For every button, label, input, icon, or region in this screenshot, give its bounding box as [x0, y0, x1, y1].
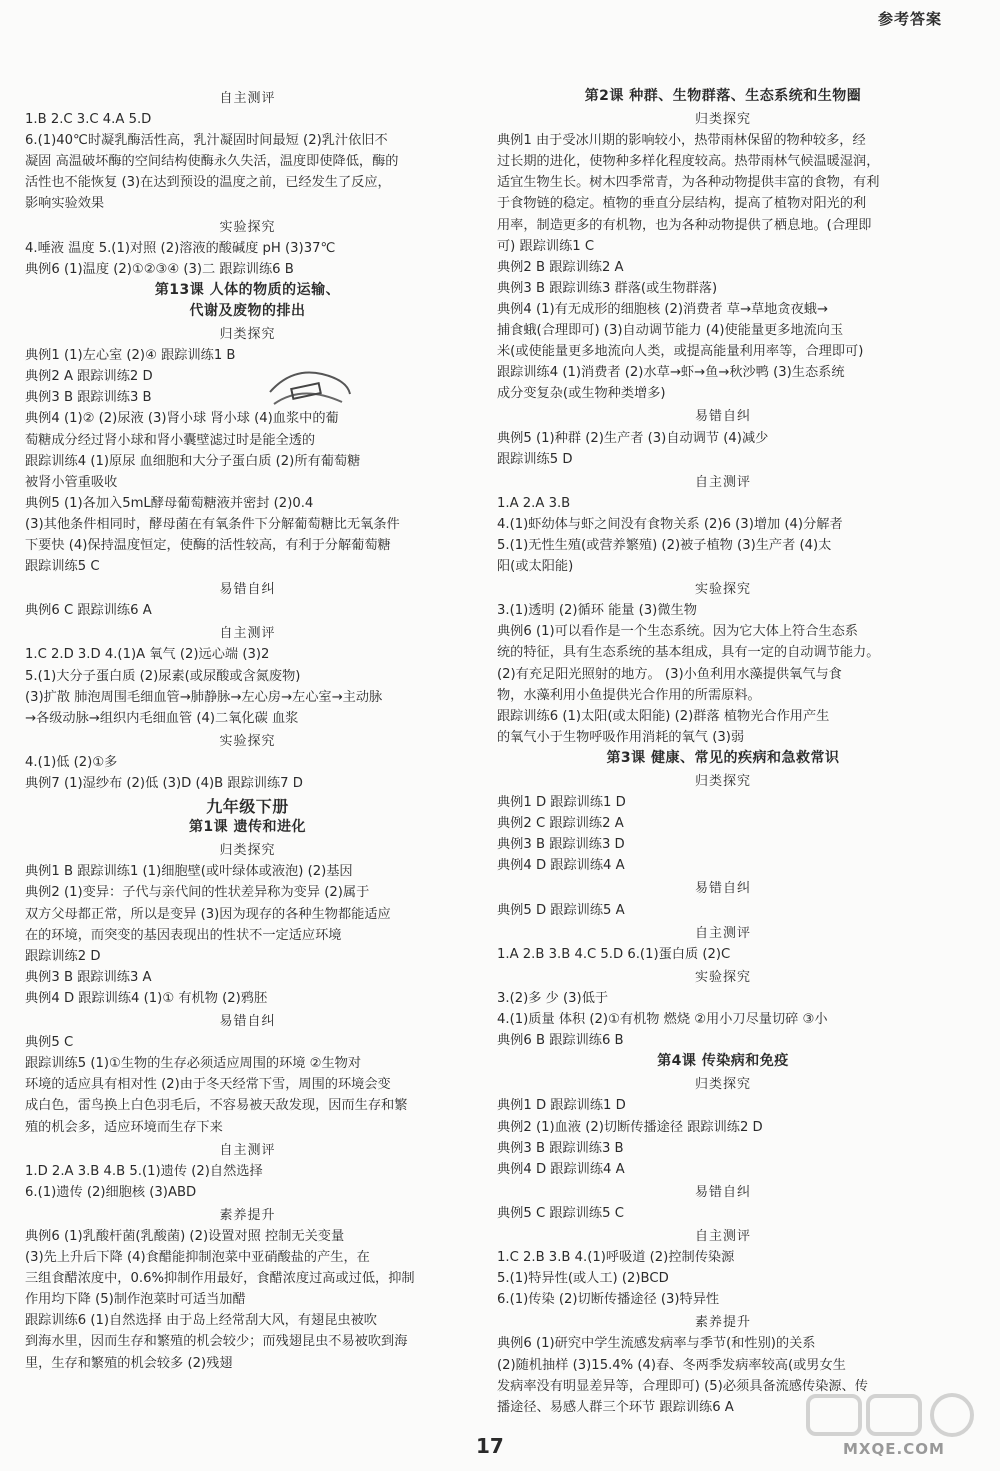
answer-line: 典例6 (1)可以看作是一个生态系统。因为它大体上符合生态系 [497, 624, 858, 640]
answer-line: 6.(1)40℃时凝乳酶活性高，乳汁凝固时间最短 (2)乳汁依旧不 [25, 133, 388, 149]
section-heading: 实验探究 [219, 733, 276, 749]
answer-line: 典例1 B 跟踪训练1 (1)细胞壁(或叶绿体或液泡) (2)基因 [25, 864, 353, 880]
section-heading: 归类探究 [219, 843, 276, 859]
lesson-title: 第13课 人体的物质的运输、 [154, 281, 341, 298]
answer-line: 1.B 2.C 3.C 4.A 5.D [25, 112, 152, 128]
page-header-label: 参考答案 [877, 10, 942, 28]
answer-line: 跟踪训练5 D [497, 451, 573, 467]
answer-line: 4.(1)低 (2)①多 [25, 754, 118, 770]
answer-line: 典例2 (1)变异：子代与亲代间的性状差异称为变异 (2)属于 [25, 885, 370, 901]
volume-title: 九年级下册 [206, 797, 289, 817]
answer-line: 阳(或太阳能) [497, 559, 574, 575]
answer-line: 4.(1)质量 体积 (2)①有机物 燃烧 ②用小刀尽量切碎 ③小 [497, 1012, 828, 1028]
answer-line: 典例5 C [25, 1035, 74, 1051]
section-heading: 易错自纠 [694, 1184, 751, 1200]
lesson-title: 第3课 健康、常见的疾病和急救常识 [606, 749, 840, 766]
answer-line: 典例4 D 跟踪训练4 A [497, 1161, 625, 1177]
answer-line: 4.唾液 温度 5.(1)对照 (2)溶液的酸碱度 pH (3)37℃ [25, 240, 336, 256]
answer-line: 可) 跟踪训练1 C [497, 238, 595, 254]
answer-line: 典例1 (1)左心室 (2)④ 跟踪训练1 B [25, 348, 236, 364]
answer-line: 典例5 (1)种群 (2)生产者 (3)自动调节 (4)减少 [497, 430, 769, 446]
section-heading: 易错自纠 [694, 409, 751, 425]
section-heading: 归类探究 [219, 327, 276, 343]
section-heading: 自主测评 [694, 1228, 751, 1244]
answer-line: 典例6 (1)乳酸杆菌(乳酸菌) (2)设置对照 控制无关变量 [25, 1228, 345, 1244]
answer-line: 典例1 D 跟踪训练1 D [497, 795, 626, 811]
answer-line: 典例4 (1)有无成形的细胞核 (2)消费者 草→草地贪夜蛾→ [497, 301, 828, 317]
answer-line: 1.D 2.A 3.B 4.B 5.(1)遗传 (2)自然选择 [25, 1163, 263, 1179]
answer-line: 适宜生物生长。树木四季常青，为各种动物提供丰富的食物，有利 [497, 175, 880, 191]
lesson-title: 第4课 传染病和免疫 [657, 1053, 789, 1070]
answer-line: 跟踪训练4 (1)原尿 血细胞和大分子蛋白质 (2)所有葡萄糖 [25, 453, 361, 469]
answer-line: 三组食醋浓度中，0.6%抑制作用最好，食醋浓度过高或过低，抑制 [25, 1271, 415, 1287]
answer-line: 用率，制造更多的有机物，也为各种动物提供了栖息地。(合理即 [497, 217, 872, 233]
answer-line: 于食物链的稳定。植物的垂直分层结构，提高了植物对阳光的利 [497, 196, 867, 212]
answer-line: 跟踪训练5 (1)①生物的生存必须适应周围的环境 ②生物对 [25, 1056, 362, 1072]
answer-line: 典例5 C 跟踪训练5 C [497, 1205, 624, 1221]
answer-line: 过长期的进化，使物种多样化程度较高。热带雨林气候温暖湿润， [497, 154, 880, 170]
lesson-title: 代谢及废物的排出 [189, 302, 306, 319]
answer-line: 6.(1)遗传 (2)细胞核 (3)ABD [25, 1184, 197, 1200]
section-heading: 归类探究 [694, 1077, 751, 1093]
answer-line: 典例6 (1)研究中学生流感发病率与季节(和性别)的关系 [497, 1336, 816, 1352]
answer-line: 在的环境，而突变的基因表现出的性状不一定适应环境 [25, 927, 342, 943]
answer-line: →各级动脉→组织内毛细血管 (4)二氧化碳 血浆 [25, 710, 299, 726]
answer-line: 典例6 B 跟踪训练6 B [497, 1033, 624, 1049]
section-heading: 自主测评 [694, 925, 751, 941]
answer-line: 米(或使能量更多地流向人类，或提高能量利用率等，合理即可) [497, 344, 864, 360]
answer-line: 典例3 B 跟踪训练3 群落(或生物群落) [497, 280, 718, 296]
answer-line: 作用均下降 (5)制作泡菜时可适当加醋 [25, 1292, 246, 1308]
answer-line: 典例5 D 跟踪训练5 A [497, 902, 625, 918]
answer-line: 典例7 (1)湿纱布 (2)低 (3)D (4)B 跟踪训练7 D [25, 776, 303, 791]
answer-line: 5.(1)无性生殖(或营养繁殖) (2)被子植物 (3)生产者 (4)太 [497, 537, 832, 553]
answer-line: 5.(1)特异性(或人工) (2)BCD [497, 1271, 669, 1287]
section-heading: 归类探究 [694, 112, 751, 128]
answer-line: 统的特征，具有生态系统的基本组成，具有一定的自动调节能力。 [497, 645, 880, 661]
answer-line: 影响实验效果 [25, 196, 105, 212]
section-heading: 归类探究 [694, 774, 751, 789]
lesson-title: 第2课 种群、生物群落、生态系统和生物圈 [584, 88, 862, 104]
answer-line: 1.A 2.B 3.B 4.C 5.D 6.(1)蛋白质 (2)C [497, 946, 731, 962]
section-heading: 素养提升 [219, 1207, 276, 1223]
answer-line: 物，水藻利用小鱼提供光合作用的所需原料。 [497, 687, 761, 703]
answer-line: 3.(2)多 少 (3)低于 [497, 990, 609, 1006]
answer-line: 跟踪训练5 C [25, 559, 100, 575]
answer-line: (3)其他条件相同时，酵母菌在有氧条件下分解葡萄糖比无氧条件 [25, 516, 400, 532]
answer-line: 跟踪训练4 (1)消费者 (2)水草→虾→鱼→秋沙鸭 (3)生态系统 [497, 365, 845, 381]
lesson-title: 第1课 遗传和进化 [188, 819, 307, 836]
answer-line: 典例3 B 跟踪训练3 B [25, 390, 152, 406]
section-heading: 自主测评 [219, 626, 276, 642]
answer-line: 6.(1)传染 (2)切断传播途径 (3)特异性 [497, 1292, 720, 1308]
answer-line: 的氧气小于生物呼吸作用消耗的氧气 (3)弱 [497, 729, 745, 745]
answer-line: 典例6 C 跟踪训练6 A [25, 603, 152, 619]
answer-line: 典例6 (1)温度 (2)①②③④ (3)二 跟踪训练6 B [25, 261, 294, 277]
answer-line: 典例3 B 跟踪训练3 D [497, 837, 625, 853]
section-heading: 实验探究 [694, 582, 751, 598]
answer-line: 典例4 D 跟踪训练4 (1)① 有机物 (2)鸦胚 [25, 990, 268, 1006]
answer-line: 4.(1)虾幼体与虾之间没有食物关系 (2)6 (3)增加 (4)分解者 [497, 516, 843, 532]
answer-line: (3)先上升后下降 (4)食醋能抑制泡菜中亚硝酸盐的产生，在 [25, 1250, 370, 1266]
answer-line: 典例4 (1)② (2)尿液 (3)肾小球 肾小球 (4)血浆中的葡 [25, 411, 339, 427]
right-column [497, 86, 949, 1418]
section-heading: 实验探究 [694, 969, 751, 985]
left-column [25, 86, 470, 1374]
answer-line: 典例2 B 跟踪训练2 A [497, 259, 624, 275]
answer-line: 跟踪训练6 (1)自然选择 由于岛上经常刮大风，有翅昆虫被吹 [25, 1313, 377, 1329]
answer-line: 到海水里，因而生存和繁殖的机会较少；而残翅昆虫不易被吹到海 [25, 1334, 408, 1350]
section-heading: 易错自纠 [219, 1014, 276, 1030]
section-heading: 自主测评 [219, 1142, 276, 1158]
section-heading: 素养提升 [694, 1315, 751, 1331]
stamp-mark-icon [262, 362, 357, 417]
answer-line: 1.C 2.B 3.B 4.(1)呼吸道 (2)控制传染源 [497, 1250, 735, 1266]
answer-line: (2)有充足阳光照射的地方。 (3)小鱼利用水藻提供氧气与食 [497, 666, 842, 682]
answer-line: 典例4 D 跟踪训练4 A [497, 858, 625, 874]
answer-line: (3)扩散 肺泡周围毛细血管→肺静脉→左心房→左心室→主动脉 [25, 689, 383, 705]
answer-line: 1.A 2.A 3.B [497, 495, 571, 511]
answer-line: 里，生存和繁殖的机会较多 (2)残翅 [25, 1355, 233, 1371]
answer-line: 环境的适应具有相对性 (2)由于冬天经常下雪，周围的环境会变 [25, 1077, 391, 1093]
answer-line: (2)随机抽样 (3)15.4% (4)春、冬两季发病率较高(或男女生 [497, 1357, 846, 1373]
answer-line: 发病率没有明显差异等，合理即可) (5)必须具备流感传染源、传 [497, 1378, 868, 1394]
answer-line: 3.(1)透明 (2)循环 能量 (3)微生物 [497, 603, 697, 619]
answer-line: 捕食蛾(合理即可) (3)自动调节能力 (4)使能量更多地流向玉 [497, 323, 844, 339]
section-heading: 自主测评 [694, 474, 751, 490]
page-number: 17 [476, 1434, 504, 1458]
section-heading: 易错自纠 [219, 582, 276, 598]
answer-line: 播途径、易感人群三个环节 跟踪训练6 A [497, 1399, 734, 1415]
section-heading: 实验探究 [219, 219, 276, 235]
answer-line: 成分变复杂(或生物种类增多) [497, 386, 666, 402]
answer-line: 殖的机会多，适应环境而生存下来 [25, 1119, 223, 1135]
answer-line: 5.(1)大分子蛋白质 (2)尿素(或尿酸或含氮废物) [25, 668, 301, 684]
answer-line: 被肾小管重吸收 [25, 474, 118, 490]
answer-line: 典例2 C 跟踪训练2 A [497, 816, 624, 832]
watermark-text: MXQE.COM [843, 1440, 945, 1458]
answer-line: 1.C 2.D 3.D 4.(1)A 氧气 (2)远心端 (3)2 [25, 647, 270, 663]
answer-line: 典例2 (1)血液 (2)切断传播途径 跟踪训练2 D [497, 1119, 763, 1135]
answer-line: 凝固 高温破坏酶的空间结构使酶永久失活，温度即使降低，酶的 [25, 154, 399, 170]
answer-line: 典例5 (1)各加入5mL酵母葡萄糖液并密封 (2)0.4 [25, 495, 314, 511]
answer-line: 下要快 (4)保持温度恒定，使酶的活性较高，有利于分解葡萄糖 [25, 537, 391, 553]
answer-line: 活性也不能恢复 (3)在达到预设的温度之前，已经发生了反应， [25, 175, 391, 191]
answer-line: 成白色，雷鸟换上白色羽毛后，不容易被天敌发现，因而生存和繁 [25, 1098, 408, 1114]
answer-line: 跟踪训练6 (1)太阳(或太阳能) (2)群落 植物光合作用产生 [497, 708, 830, 724]
answer-line: 典例1 由于受冰川期的影响较小，热带雨林保留的物种较多，经 [497, 133, 866, 149]
answer-line: 双方父母都正常，所以是变异 (3)因为现存的各种生物都能适应 [25, 906, 391, 922]
answer-line: 跟踪训练2 D [25, 948, 101, 964]
section-heading: 易错自纠 [694, 881, 751, 897]
answer-line: 典例2 A 跟踪训练2 D [25, 369, 153, 385]
answer-line: 典例3 B 跟踪训练3 B [497, 1140, 624, 1156]
answer-line: 萄糖成分经过肾小球和肾小囊壁滤过时是能全透的 [25, 432, 316, 448]
answer-line: 典例1 D 跟踪训练1 D [497, 1098, 626, 1114]
answer-line: 典例3 B 跟踪训练3 A [25, 969, 152, 985]
section-heading: 自主测评 [219, 91, 276, 106]
